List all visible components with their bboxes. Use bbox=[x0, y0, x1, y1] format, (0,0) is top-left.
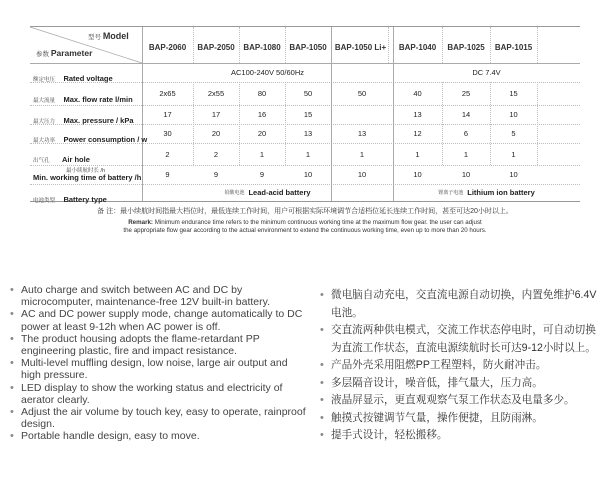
working-time-cell: 9 bbox=[165, 170, 170, 179]
feature-item: • 多层隔音设计，噪音低，排气量大，压力高。 bbox=[318, 375, 598, 393]
row-label-power: 最大功率 Power consumption / w bbox=[33, 135, 148, 144]
power-cell: 13 bbox=[357, 129, 367, 138]
pressure-cell: 14 bbox=[461, 110, 471, 119]
pressure-cell: 17 bbox=[163, 110, 172, 119]
pressure-cell: 17 bbox=[211, 110, 221, 119]
working-time-cell: 9 bbox=[213, 170, 219, 179]
feature-item: • 液晶屏显示，更直观观察气泵工作状态及电量多少。 bbox=[318, 392, 598, 410]
row-label-battery-type: 电池类型 Battery type bbox=[33, 195, 107, 204]
model-header-bap-1040: BAP-1040 bbox=[398, 42, 437, 52]
row-label-air-hole: 出气孔 Air hole bbox=[33, 155, 90, 164]
flow-rate-cell: 80 bbox=[257, 89, 267, 98]
feature-list-zh bbox=[318, 287, 598, 445]
row-label-rated-voltage: 额定电压 Rated voltage bbox=[33, 74, 113, 83]
power-cell: 20 bbox=[257, 129, 267, 138]
pressure-cell: 15 bbox=[303, 110, 313, 119]
feature-list-en bbox=[8, 284, 308, 443]
bullet-icon: • bbox=[10, 430, 14, 443]
power-cell: 13 bbox=[303, 129, 313, 138]
col-divider bbox=[537, 82, 538, 165]
feature-item: • Adjust the air volume by touch key, easy to operate, rainproof design. bbox=[10, 406, 306, 431]
bullet-icon: • bbox=[10, 284, 14, 296]
model-header-bap-1025: BAP-1025 bbox=[447, 42, 485, 52]
flow-rate-cell: 25 bbox=[461, 89, 471, 98]
bullet-icon: • bbox=[320, 289, 324, 301]
bullet-icon: • bbox=[10, 308, 14, 321]
feature-item: • 提手式设计，轻松搬移。 bbox=[318, 427, 598, 445]
bullet-icon: • bbox=[320, 394, 324, 406]
power-cell: 20 bbox=[211, 129, 221, 138]
flow-rate-cell: 2x65 bbox=[159, 89, 176, 98]
flow-rate-cell: 15 bbox=[509, 89, 518, 98]
bullet-icon: • bbox=[10, 406, 14, 419]
battery-type-lithium: 锂离子电池 Lithium ion battery bbox=[438, 188, 535, 197]
power-cell: 30 bbox=[163, 129, 172, 138]
air-hole-cell: 1 bbox=[259, 149, 265, 159]
flow-rate-cell: 2x55 bbox=[207, 89, 225, 98]
flow-rate-cell: 40 bbox=[413, 89, 422, 98]
bullet-icon: • bbox=[320, 324, 324, 336]
flow-rate-cell: 50 bbox=[303, 89, 313, 98]
bullet-icon: • bbox=[320, 429, 324, 441]
model-header-bap-1015: BAP-1015 bbox=[494, 42, 533, 52]
feature-item: • 交直流两种供电模式，交流工作状态停电时，可自动切换为直流工作状态，直流电源续航时长可达9-12小时以上。 bbox=[320, 324, 596, 354]
pressure-cell: 10 bbox=[509, 110, 518, 119]
remark-en: Remark: Minimum endurance time refers to the minimum continuous working time at the maximum flow gear. the user can adjust the appropriate flow gear according to the actual environment to extend the continuous working time, even up to more than 20 hours. bbox=[123, 219, 487, 234]
air-hole-cell: 1 bbox=[511, 149, 516, 159]
feature-item: • 产品外壳采用阻燃PP工程塑料，防火耐冲击。 bbox=[318, 357, 598, 375]
working-time-cell: 10 bbox=[509, 170, 518, 179]
air-hole-cell: 2 bbox=[165, 149, 170, 159]
feature-item: • Multi-level muffling design, low noise, large air output and high pressure. bbox=[10, 357, 288, 382]
working-time-cell: 10 bbox=[461, 170, 471, 179]
battery-type-lead-acid: 铅酸电池 Lead-acid battery bbox=[224, 188, 311, 197]
remark-zh: 备 注：最小续航时间指最大档位时，最低连续工作时间，用户可根据实际环境调节合适档位延长连续工作时间，甚至可达20小时以上。 bbox=[97, 208, 513, 215]
spec-table bbox=[30, 26, 580, 202]
feature-item: • Auto charge and switch between AC and DC by microcomputer, maintenance-free 12V built-in battery. bbox=[10, 284, 271, 309]
feature-item: • 触摸式按键调节气量，操作便捷，且防雨淋。 bbox=[318, 410, 598, 428]
bullet-icon: • bbox=[320, 411, 324, 424]
col-divider bbox=[537, 27, 538, 63]
rated-voltage-dc: DC 7.4V bbox=[472, 68, 501, 77]
model-header-bap-1050-li: BAP-1050 Li+ bbox=[334, 42, 387, 52]
remark bbox=[30, 206, 580, 235]
power-cell: 6 bbox=[463, 129, 469, 138]
air-hole-cell: 2 bbox=[213, 149, 219, 159]
working-time-cell: 10 bbox=[357, 170, 367, 179]
model-label: 型号 Model bbox=[88, 31, 129, 41]
row-label-flow-rate: 最大流量 Max. flow rate l/min bbox=[33, 95, 133, 104]
feature-item: • Portable handle design, easy to move. bbox=[10, 430, 200, 443]
air-hole-cell: 1 bbox=[415, 149, 420, 159]
row-label-pressure: 最大压力 Max. pressure / kPa bbox=[33, 116, 134, 125]
working-time-cell: 9 bbox=[259, 170, 265, 179]
air-hole-cell: 1 bbox=[463, 149, 469, 159]
feature-item: • LED display to show the working status and electricity of aerator clearly. bbox=[10, 381, 283, 406]
feature-item: • 微电脑自动充电，交直流电源自动切换，内置免维护6.4V电池。 bbox=[320, 289, 597, 319]
model-header-bap-2050: BAP-2050 bbox=[197, 42, 235, 52]
row-label-min-time-zh: 最小续航时长 /h bbox=[66, 168, 106, 174]
power-cell: 5 bbox=[511, 129, 516, 138]
bullet-icon: • bbox=[10, 381, 14, 394]
power-cell: 12 bbox=[413, 129, 422, 138]
pressure-cell: 13 bbox=[413, 110, 422, 119]
parameter-label: 参数 Parameter bbox=[36, 48, 93, 58]
feature-item: • The product housing adopts the flame-retardant PP engineering plastic, fire and impact resistance. bbox=[10, 332, 260, 358]
pressure-cell: 16 bbox=[257, 110, 267, 119]
air-hole-cell: 1 bbox=[305, 149, 311, 159]
bullet-icon: • bbox=[320, 359, 324, 371]
bullet-icon: • bbox=[10, 357, 14, 370]
model-header-bap-1080: BAP-1080 bbox=[243, 42, 281, 52]
working-time-cell: 10 bbox=[303, 170, 313, 179]
rated-voltage-ac: AC100-240V 50/60Hz bbox=[231, 68, 304, 77]
bullet-icon: • bbox=[320, 376, 324, 389]
flow-rate-cell: 50 bbox=[357, 89, 367, 98]
working-time-cell: 10 bbox=[413, 170, 422, 179]
model-header-bap-2060: BAP-2060 bbox=[148, 42, 187, 52]
model-header-bap-1050: BAP-1050 bbox=[289, 42, 327, 52]
feature-item: • AC and DC power supply mode, change automatically to DC power at least 9-12h when AC power is off. bbox=[10, 308, 303, 333]
row-label-min-time-en: Min. working time of battery /h bbox=[33, 173, 142, 182]
air-hole-cell: 1 bbox=[359, 149, 365, 159]
bullet-icon: • bbox=[10, 332, 14, 345]
